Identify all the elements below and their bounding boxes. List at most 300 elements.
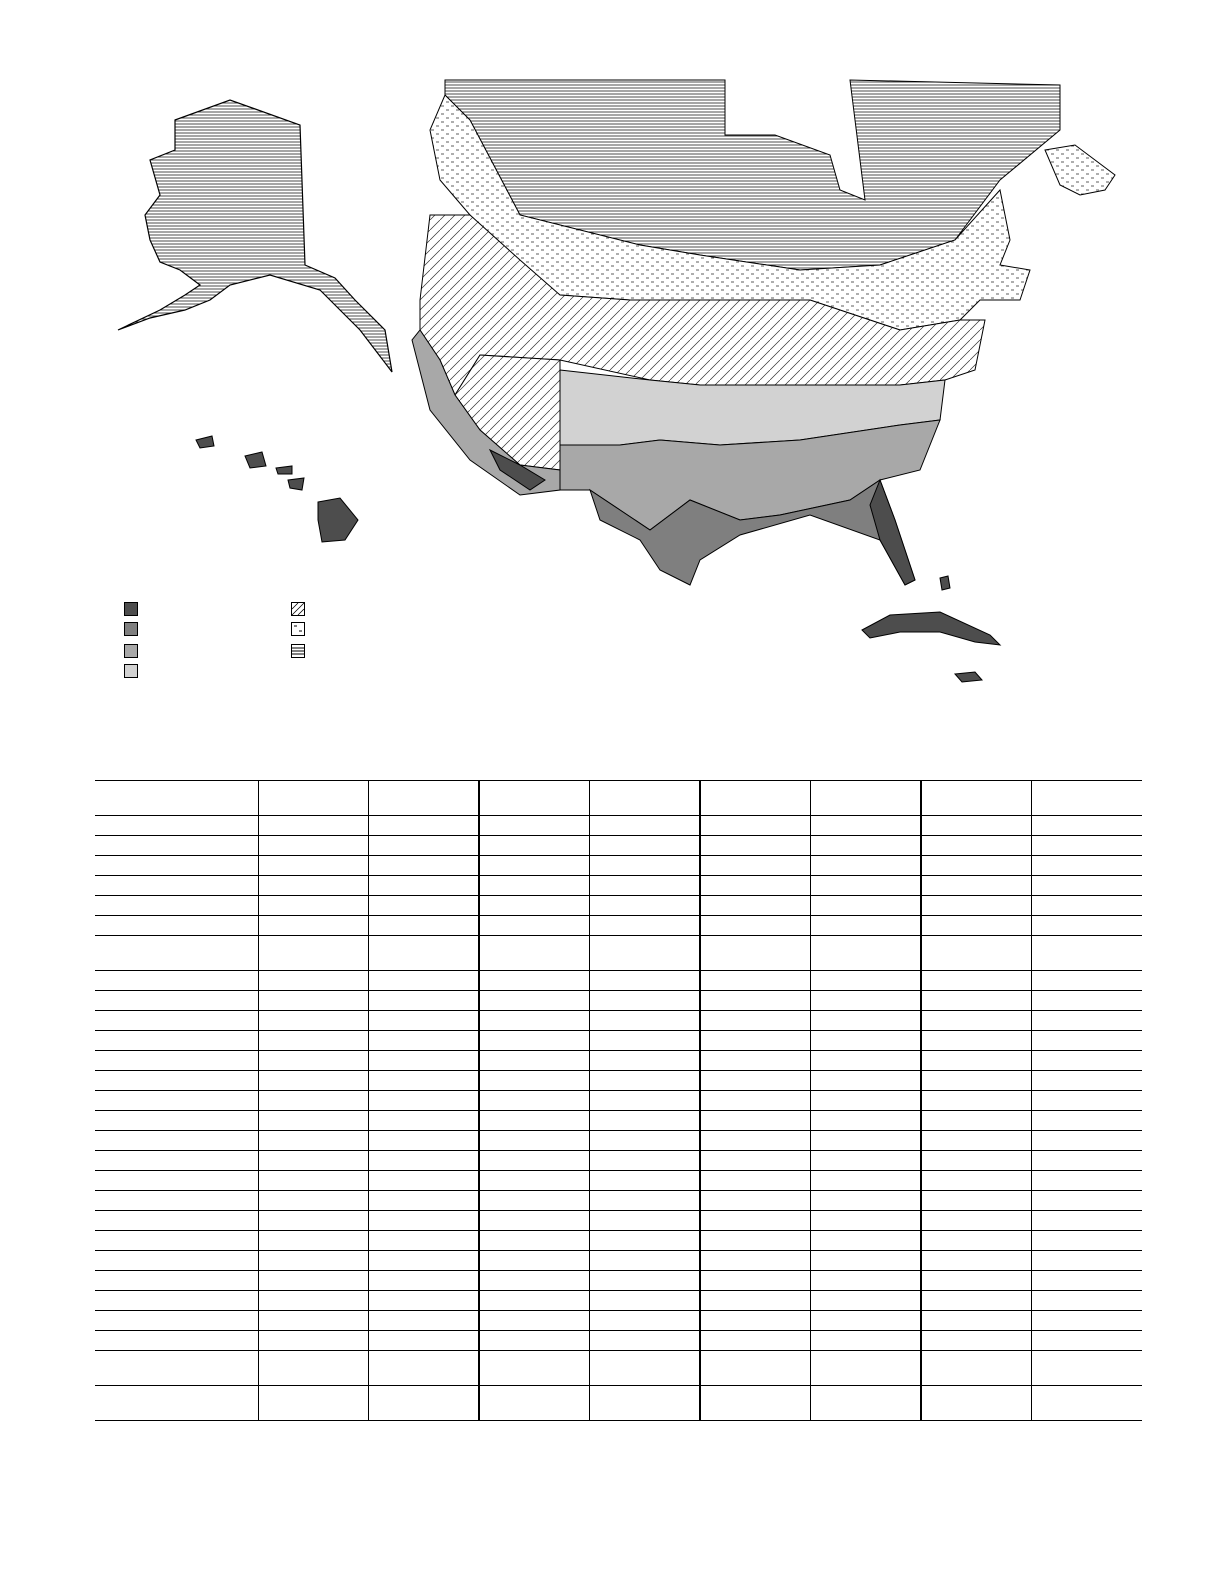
table-cell <box>810 1331 921 1351</box>
table-cell <box>1031 1031 1142 1051</box>
table-cell <box>479 816 589 836</box>
table-cell <box>589 1331 700 1351</box>
table-cell <box>810 876 921 896</box>
table-cell <box>95 1131 258 1151</box>
table-cell <box>479 876 589 896</box>
table-cell <box>1031 1311 1142 1331</box>
table-cell <box>921 1331 1031 1351</box>
table-cell <box>258 1386 368 1421</box>
table-row <box>95 816 1142 836</box>
legend-swatch-2 <box>124 622 138 636</box>
table-cell <box>810 1151 921 1171</box>
data-table <box>95 780 1142 1421</box>
table-cell <box>1031 1071 1142 1091</box>
table-cell <box>258 1031 368 1051</box>
table-cell <box>589 936 700 971</box>
table-cell <box>589 1351 700 1386</box>
table-cell <box>810 781 921 816</box>
table-cell <box>1031 856 1142 876</box>
table-cell <box>921 1131 1031 1151</box>
table-cell <box>368 971 479 991</box>
table-cell <box>258 1111 368 1131</box>
region-jamaica <box>955 672 982 682</box>
table-cell <box>589 1171 700 1191</box>
table-cell <box>700 836 810 856</box>
table-cell <box>95 1171 258 1191</box>
table-cell <box>258 1051 368 1071</box>
table-cell <box>921 916 1031 936</box>
table-cell <box>589 1131 700 1151</box>
table-cell <box>921 1211 1031 1231</box>
table-cell <box>95 781 258 816</box>
table-cell <box>810 916 921 936</box>
table-cell <box>95 836 258 856</box>
table-cell <box>700 1331 810 1351</box>
table-cell <box>921 1171 1031 1191</box>
table-cell <box>700 896 810 916</box>
table-cell <box>1031 836 1142 856</box>
table-cell <box>479 1171 589 1191</box>
table-cell <box>810 1071 921 1091</box>
table-cell <box>921 1071 1031 1091</box>
table-cell <box>479 1271 589 1291</box>
table-cell <box>258 781 368 816</box>
table-cell <box>368 1071 479 1091</box>
table-cell <box>368 876 479 896</box>
table-cell <box>479 916 589 936</box>
table-cell <box>1031 1131 1142 1151</box>
table-cell <box>258 856 368 876</box>
table-cell <box>700 1386 810 1421</box>
table-cell <box>810 1291 921 1311</box>
table-cell <box>95 1331 258 1351</box>
table-cell <box>921 1011 1031 1031</box>
table-cell <box>810 1251 921 1271</box>
table-cell <box>921 876 1031 896</box>
table-cell <box>95 991 258 1011</box>
table-cell <box>95 1351 258 1386</box>
table-cell <box>95 876 258 896</box>
table-cell <box>368 1291 479 1311</box>
table-cell <box>700 1091 810 1111</box>
table-cell <box>1031 1151 1142 1171</box>
table-cell <box>921 856 1031 876</box>
table-row <box>95 1211 1142 1231</box>
table-cell <box>1031 1331 1142 1351</box>
table-cell <box>589 1091 700 1111</box>
table-row <box>95 836 1142 856</box>
table-cell <box>921 816 1031 836</box>
table-cell <box>700 1131 810 1151</box>
table-cell <box>589 1071 700 1091</box>
region-hawaii-1 <box>196 436 214 448</box>
table-cell <box>95 1151 258 1171</box>
table-row <box>95 1271 1142 1291</box>
table-cell <box>1031 916 1142 936</box>
table-cell <box>589 856 700 876</box>
table-cell <box>921 1111 1031 1131</box>
table-cell <box>700 1011 810 1031</box>
region-bahamas <box>940 576 950 590</box>
table-row <box>95 1051 1142 1071</box>
table-cell <box>258 916 368 936</box>
table-cell <box>589 1211 700 1231</box>
table-cell <box>258 1191 368 1211</box>
table-cell <box>589 1386 700 1421</box>
table-cell <box>479 1331 589 1351</box>
table-cell <box>700 1311 810 1331</box>
table-cell <box>589 781 700 816</box>
table-cell <box>810 1231 921 1251</box>
table-cell <box>258 971 368 991</box>
table-cell <box>1031 1231 1142 1251</box>
table-cell <box>700 971 810 991</box>
table-cell <box>258 1331 368 1351</box>
table-cell <box>810 936 921 971</box>
table-cell <box>810 1386 921 1421</box>
table-cell <box>479 1231 589 1251</box>
table-cell <box>258 876 368 896</box>
table-cell <box>589 896 700 916</box>
table-row <box>95 1311 1142 1331</box>
table-cell <box>95 896 258 916</box>
table-cell <box>368 1031 479 1051</box>
legend-swatch-7 <box>291 644 305 658</box>
table-row <box>95 1351 1142 1386</box>
table-cell <box>921 896 1031 916</box>
table-cell <box>258 1271 368 1291</box>
table-cell <box>589 1311 700 1331</box>
table-cell <box>1031 1291 1142 1311</box>
table-cell <box>589 1251 700 1271</box>
table-cell <box>700 1111 810 1131</box>
table-cell <box>95 1231 258 1251</box>
table-row <box>95 1171 1142 1191</box>
table-row <box>95 1231 1142 1251</box>
table-cell <box>1031 991 1142 1011</box>
table-cell <box>921 971 1031 991</box>
table-cell <box>700 936 810 971</box>
table-cell <box>1031 1271 1142 1291</box>
table-cell <box>1031 1171 1142 1191</box>
table-cell <box>479 1091 589 1111</box>
table-cell <box>700 1171 810 1191</box>
table-cell <box>589 876 700 896</box>
table-cell <box>95 916 258 936</box>
table-row <box>95 1291 1142 1311</box>
table-cell <box>1031 1211 1142 1231</box>
table-cell <box>95 936 258 971</box>
table-cell <box>479 836 589 856</box>
map-legend <box>124 602 324 682</box>
table-cell <box>95 1011 258 1031</box>
table-cell <box>479 1031 589 1051</box>
table-cell <box>589 836 700 856</box>
table-cell <box>258 1251 368 1271</box>
table-cell <box>810 1191 921 1211</box>
table-cell <box>921 836 1031 856</box>
table-cell <box>700 916 810 936</box>
table-cell <box>479 1351 589 1386</box>
table-cell <box>258 1211 368 1231</box>
table-cell <box>95 1111 258 1131</box>
table-cell <box>1031 1091 1142 1111</box>
table-cell <box>368 1351 479 1386</box>
table-cell <box>921 1151 1031 1171</box>
table-cell <box>700 1231 810 1251</box>
table-cell <box>1031 1251 1142 1271</box>
legend-swatch-4 <box>124 664 138 678</box>
table-cell <box>479 1111 589 1131</box>
table-cell <box>589 1111 700 1131</box>
table-cell <box>810 1171 921 1191</box>
table-cell <box>810 1031 921 1051</box>
legend-swatch-5 <box>291 602 305 616</box>
table-cell <box>810 1091 921 1111</box>
table-cell <box>368 991 479 1011</box>
table-cell <box>479 1211 589 1231</box>
table-row <box>95 1331 1142 1351</box>
table-cell <box>810 896 921 916</box>
table-cell <box>921 1386 1031 1421</box>
table-cell <box>95 1211 258 1231</box>
table-cell <box>258 1151 368 1171</box>
table-cell <box>700 781 810 816</box>
table-cell <box>810 816 921 836</box>
table-cell <box>921 1271 1031 1291</box>
table-cell <box>95 1071 258 1091</box>
table-cell <box>921 1311 1031 1331</box>
region-hawaii-3 <box>276 466 292 474</box>
table-cell <box>479 1191 589 1211</box>
table-cell <box>589 1231 700 1251</box>
table-cell <box>258 1291 368 1311</box>
table-cell <box>810 991 921 1011</box>
table-cell <box>1031 1011 1142 1031</box>
table-cell <box>479 896 589 916</box>
table-cell <box>368 1111 479 1131</box>
table-cell <box>700 876 810 896</box>
table-cell <box>95 1251 258 1271</box>
table-cell <box>1031 1111 1142 1131</box>
region-alaska <box>118 100 392 372</box>
table-cell <box>95 971 258 991</box>
table-cell <box>921 1251 1031 1271</box>
region-hawaii-big <box>318 498 358 542</box>
table-cell <box>368 856 479 876</box>
table-cell <box>921 1351 1031 1386</box>
table-cell <box>258 836 368 856</box>
table-cell <box>700 856 810 876</box>
table-cell <box>589 816 700 836</box>
table-cell <box>1031 781 1142 816</box>
table-cell <box>479 971 589 991</box>
table-cell <box>95 856 258 876</box>
table-cell <box>368 1271 479 1291</box>
table-row <box>95 1071 1142 1091</box>
table-cell <box>479 1071 589 1091</box>
table-cell <box>479 1011 589 1031</box>
table-cell <box>258 991 368 1011</box>
table-cell <box>921 1051 1031 1071</box>
table-cell <box>921 1291 1031 1311</box>
table-cell <box>810 1211 921 1231</box>
table-cell <box>810 836 921 856</box>
table-row <box>95 1011 1142 1031</box>
table-cell <box>589 971 700 991</box>
table-cell <box>368 1131 479 1151</box>
table-cell <box>95 816 258 836</box>
table-cell <box>368 1191 479 1211</box>
table-cell <box>700 1051 810 1071</box>
table-cell <box>479 856 589 876</box>
table-cell <box>368 816 479 836</box>
region-hawaii-4 <box>288 478 304 490</box>
table-cell <box>700 1151 810 1171</box>
table-cell <box>95 1051 258 1071</box>
table-cell <box>810 971 921 991</box>
table-cell <box>589 1271 700 1291</box>
table-cell <box>368 1251 479 1271</box>
table-cell <box>810 1351 921 1386</box>
table-cell <box>700 1351 810 1386</box>
table-cell <box>810 1011 921 1031</box>
table-cell <box>589 1051 700 1071</box>
table-cell <box>810 1051 921 1071</box>
table-cell <box>479 991 589 1011</box>
table-cell <box>95 1311 258 1331</box>
legend-swatch-6 <box>291 622 305 636</box>
table-cell <box>95 1091 258 1111</box>
table-cell <box>1031 1191 1142 1211</box>
table-cell <box>810 1111 921 1131</box>
table-cell <box>589 1031 700 1051</box>
table-row <box>95 1031 1142 1051</box>
table-row <box>95 991 1142 1011</box>
table-cell <box>368 1311 479 1331</box>
table-cell <box>589 1291 700 1311</box>
table-cell <box>258 1091 368 1111</box>
table-cell <box>479 936 589 971</box>
table-cell <box>479 1291 589 1311</box>
table-cell <box>479 1051 589 1071</box>
table-cell <box>368 1331 479 1351</box>
region-cuba <box>862 612 1000 645</box>
table-cell <box>479 781 589 816</box>
table-row <box>95 856 1142 876</box>
table-row <box>95 896 1142 916</box>
table-cell <box>700 1251 810 1271</box>
table-cell <box>700 816 810 836</box>
table-cell <box>589 1151 700 1171</box>
table-cell <box>258 1351 368 1386</box>
table-cell <box>95 1271 258 1291</box>
table-cell <box>258 1311 368 1331</box>
table-cell <box>700 1031 810 1051</box>
table-cell <box>479 1386 589 1421</box>
table-cell <box>1031 1351 1142 1386</box>
legend-swatch-3 <box>124 644 138 658</box>
legend-swatch-1 <box>124 602 138 616</box>
table-cell <box>258 1011 368 1031</box>
table-cell <box>258 936 368 971</box>
table-cell <box>1031 1386 1142 1421</box>
table-cell <box>368 1211 479 1231</box>
table-cell <box>258 816 368 836</box>
table-cell <box>368 1011 479 1031</box>
table-cell <box>368 1091 479 1111</box>
table-cell <box>589 991 700 1011</box>
table-cell <box>810 856 921 876</box>
region-newfoundland <box>1045 145 1115 195</box>
table-row <box>95 781 1142 816</box>
table-cell <box>810 1271 921 1291</box>
table-row <box>95 916 1142 936</box>
table-row <box>95 936 1142 971</box>
table-cell <box>368 1386 479 1421</box>
table-cell <box>589 1011 700 1031</box>
table-cell <box>258 1231 368 1251</box>
table-cell <box>921 1231 1031 1251</box>
table-cell <box>700 1211 810 1231</box>
table-cell <box>810 1311 921 1331</box>
table-cell <box>479 1151 589 1171</box>
table-cell <box>258 1131 368 1151</box>
table-row <box>95 876 1142 896</box>
region-hawaii-2 <box>245 452 266 468</box>
table-cell <box>368 896 479 916</box>
table-cell <box>1031 971 1142 991</box>
table-cell <box>368 1151 479 1171</box>
table-cell <box>921 1191 1031 1211</box>
table-cell <box>258 1071 368 1091</box>
table-cell <box>95 1031 258 1051</box>
table-cell <box>258 1171 368 1191</box>
table-cell <box>368 836 479 856</box>
table-cell <box>589 916 700 936</box>
table-cell <box>921 991 1031 1011</box>
table-cell <box>95 1191 258 1211</box>
table-cell <box>700 1291 810 1311</box>
table-row <box>95 1151 1142 1171</box>
table-row <box>95 1191 1142 1211</box>
table-cell <box>700 991 810 1011</box>
table-cell <box>700 1191 810 1211</box>
table-row <box>95 1386 1142 1421</box>
table-cell <box>95 1291 258 1311</box>
table-cell <box>589 1191 700 1211</box>
table-cell <box>921 1091 1031 1111</box>
table-cell <box>921 1031 1031 1051</box>
table-cell <box>700 1271 810 1291</box>
table-cell <box>921 781 1031 816</box>
table-cell <box>810 1131 921 1151</box>
table-row <box>95 971 1142 991</box>
table-row <box>95 1091 1142 1111</box>
table-row <box>95 1111 1142 1131</box>
table-cell <box>368 781 479 816</box>
table-row <box>95 1251 1142 1271</box>
table-cell <box>479 1251 589 1271</box>
table-cell <box>1031 936 1142 971</box>
table-cell <box>1031 876 1142 896</box>
table-cell <box>368 916 479 936</box>
table-cell <box>1031 816 1142 836</box>
table-cell <box>479 1131 589 1151</box>
table-cell <box>1031 1051 1142 1071</box>
table-cell <box>479 1311 589 1331</box>
table-cell <box>258 896 368 916</box>
